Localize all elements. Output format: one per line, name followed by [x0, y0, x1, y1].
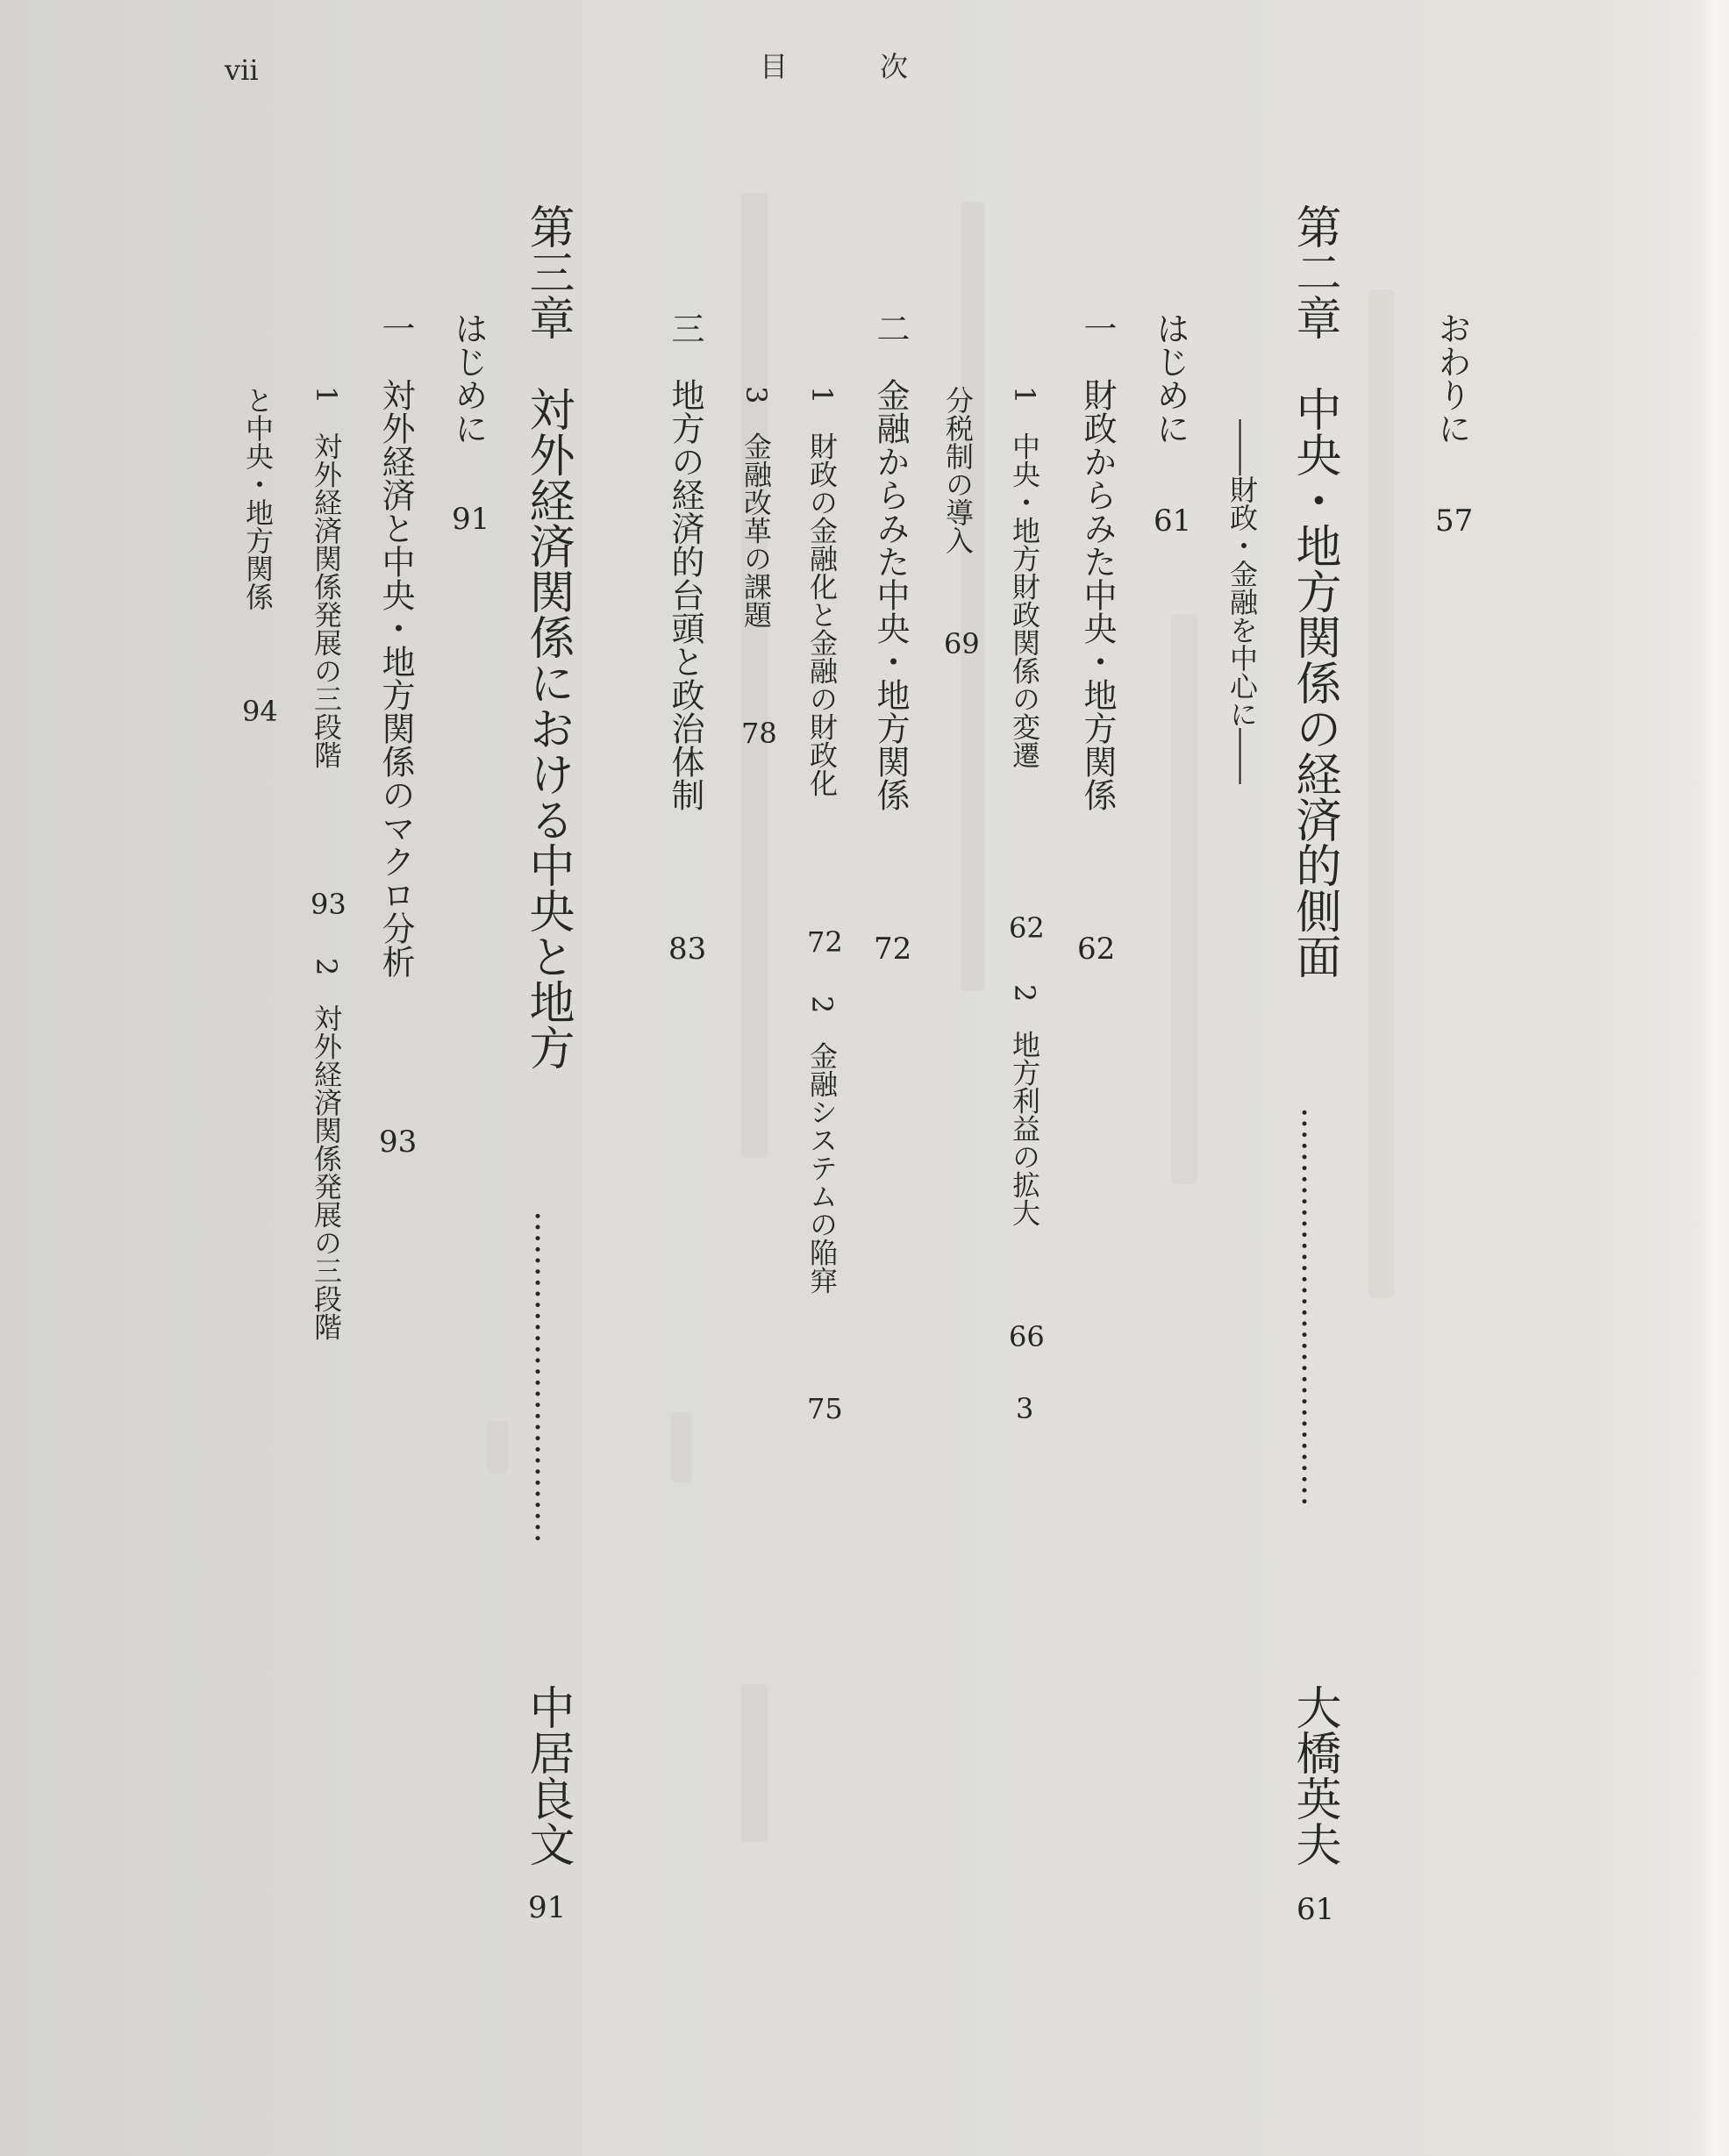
- chapter2-section1-page: 62: [1077, 932, 1116, 967]
- chapter2-section2-sub3: 3 金融改革の課題: [739, 386, 773, 629]
- chapter3-intro: はじめに: [449, 311, 488, 445]
- chapter2-title: 第二章 中央・地方関係の経済的側面: [1288, 203, 1340, 979]
- show-through: [739, 193, 773, 1158]
- chapter2-section1-sub3-number: 3: [1016, 1392, 1034, 1425]
- chapter3-author: 中居良文: [521, 1684, 574, 1867]
- chapter2-section1-sub1-page: 62: [1009, 911, 1045, 945]
- chapter3-section1-sub1-page: 93: [311, 888, 347, 921]
- chapter2-section2-sub2: 2 金融システムの陥穽: [805, 996, 839, 1295]
- chapter2-intro: はじめに: [1151, 311, 1190, 445]
- chapter2-section3: 三 地方の経済的台頭と政治体制: [666, 311, 704, 811]
- chapter3-page: 91: [528, 1890, 567, 1925]
- chapter3-section1-sub1: 1 対外経済関係発展の三段階: [310, 386, 343, 769]
- chapter2-section1-sub3-page: 69: [944, 627, 980, 660]
- header-title-char-2: 次: [880, 50, 909, 83]
- chapter3-title: 第三章 対外経済関係における中央と地方: [521, 203, 574, 1070]
- chapter2-leader: ………………………………: [1295, 1107, 1333, 1507]
- show-through: [1171, 614, 1197, 1184]
- header-title-char-1: 目: [760, 50, 789, 83]
- chapter3-section1-sub2-continued: と中央・地方関係: [241, 386, 275, 610]
- chapter2-section2-sub1: 1 財政の金融化と金融の財政化: [805, 386, 839, 797]
- show-through: [671, 1412, 692, 1482]
- chapter3-leader: …………………………: [528, 1210, 567, 1544]
- toc-owarini-page: 57: [1435, 503, 1474, 539]
- chapter2-subtitle: ――財政・金融を中心に――: [1225, 419, 1259, 784]
- toc-owarini: おわりに: [1432, 311, 1471, 445]
- show-through: [741, 1684, 768, 1842]
- chapter2-section1: 一 財政からみた中央・地方関係: [1078, 311, 1117, 811]
- chapter2-section3-page: 83: [668, 932, 707, 967]
- chapter2-section1-sub2-page: 66: [1009, 1320, 1045, 1353]
- chapter2-section1-sub3: 分税制の導入: [941, 386, 975, 554]
- chapter2-section1-sub2: 2 地方利益の拡大: [1008, 984, 1041, 1227]
- show-through: [961, 202, 985, 991]
- chapter3-section1-sub2-page: 94: [242, 695, 278, 728]
- chapter3-section1: 一 対外経済と中央・地方関係のマクロ分析: [376, 311, 415, 978]
- chapter2-intro-page: 61: [1154, 503, 1192, 539]
- chapter2-section2-page: 72: [874, 932, 912, 967]
- chapter2-page: 61: [1297, 1892, 1335, 1927]
- chapter2-section2-sub3-page: 78: [741, 717, 777, 750]
- chapter3-intro-page: 91: [452, 502, 490, 537]
- show-through: [1368, 289, 1395, 1298]
- page-edge: [1696, 0, 1729, 2156]
- chapter2-section2: 二 金融からみた中央・地方関係: [871, 311, 910, 811]
- page-number-roman: vii: [225, 54, 259, 87]
- chapter2-section2-sub2-page: 75: [807, 1392, 843, 1425]
- chapter3-section1-sub2: 2 対外経済関係発展の三段階: [310, 958, 343, 1341]
- chapter3-section1-page: 93: [379, 1124, 418, 1160]
- chapter2-section1-sub1: 1 中央・地方財政関係の変遷: [1008, 386, 1041, 769]
- chapter2-author: 大橋英夫: [1288, 1684, 1340, 1867]
- chapter2-section2-sub1-page: 72: [807, 925, 843, 959]
- show-through: [487, 1421, 508, 1474]
